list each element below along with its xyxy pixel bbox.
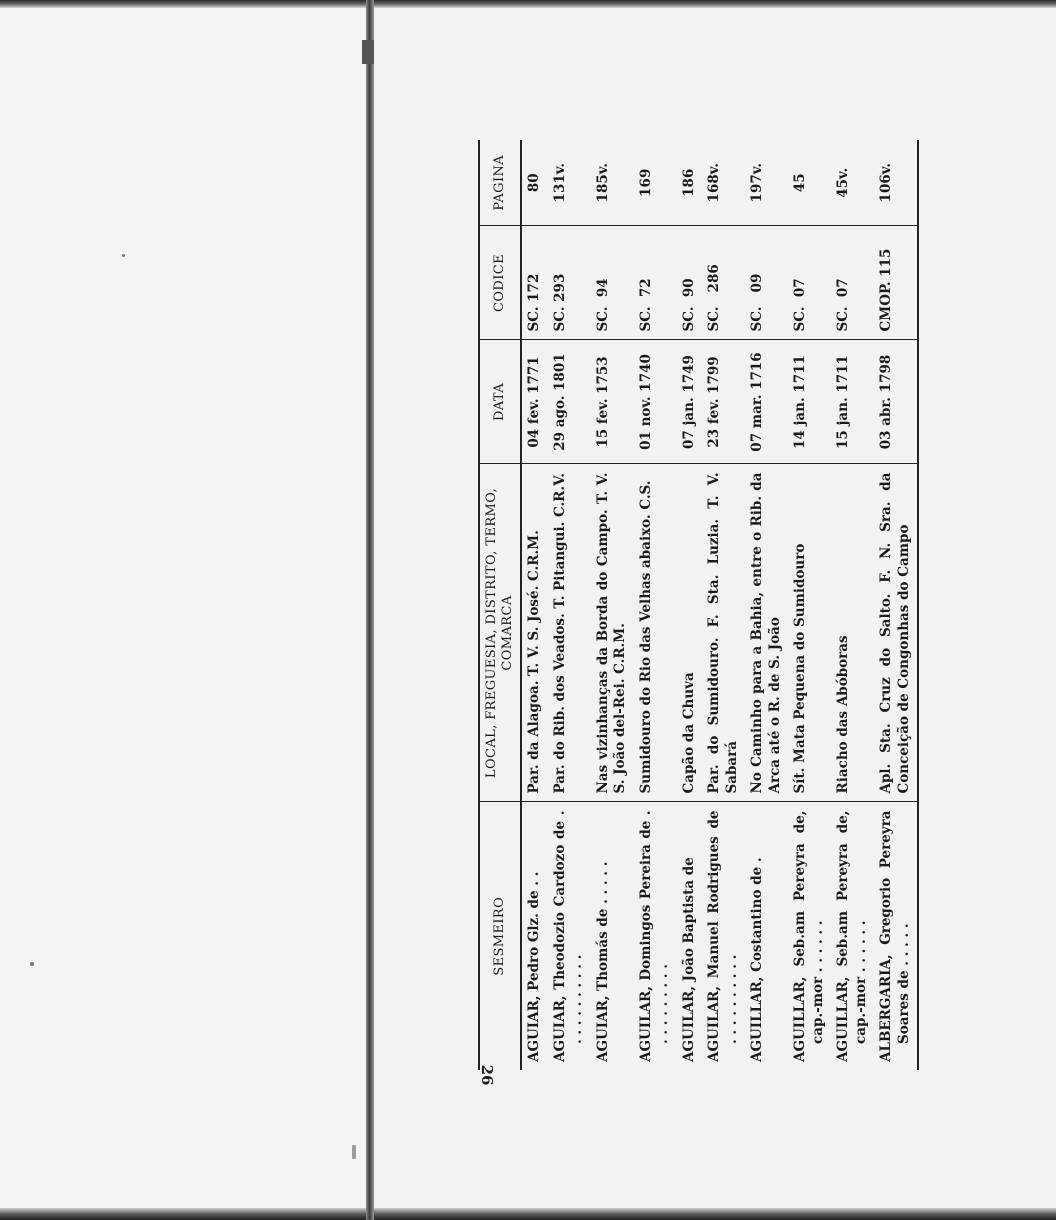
header-codice: CODICE	[479, 226, 521, 340]
cell-pagina: 197v.	[745, 140, 788, 226]
cell-codice: CMOP. 115	[874, 226, 918, 340]
table-row	[788, 140, 831, 1070]
book-gutter	[366, 0, 374, 1220]
cell-sesmeiro: ALBERGARIA, Gregorio Pereyra Soares de . . . . .	[878, 810, 912, 1062]
cell-codice: SC. 293	[548, 226, 591, 340]
scan-edge-top	[0, 0, 1056, 8]
cell-codice: SC. 172	[521, 226, 548, 340]
cell-codice: SC. 09	[745, 226, 788, 340]
cell-pagina: 168v.	[702, 140, 745, 226]
table-header-row	[479, 140, 521, 1070]
table-row	[702, 140, 745, 1070]
cell-pagina: 80	[521, 140, 548, 226]
cell-codice: SC. 72	[634, 226, 677, 340]
cell-data: 01 nov. 1740	[634, 340, 677, 464]
cell-pagina: 131v.	[548, 140, 591, 226]
cell-local: Sumidouro do Rio das Velhas abaixo. C.S.	[634, 464, 677, 802]
cell-data: 14 jan. 1711	[788, 340, 831, 464]
scan-speck	[122, 254, 125, 257]
scan-edge-bottom	[0, 1208, 1056, 1220]
cell-sesmeiro: AGUILLAR, Seb.am Pereyra de, cap.-mor . . . . . .	[835, 810, 869, 1062]
cell-codice: SC. 90	[677, 226, 703, 340]
cell-local: No Caminho para a Bahia, entre o Rib. da Arca até o R. de S. João	[745, 464, 788, 802]
cell-local: Par. da Alagoa. T. V. S. José. C.R.M.	[521, 464, 548, 802]
cell-data: 15 fev. 1753	[591, 340, 634, 464]
cell-data: 04 fev. 1771	[521, 340, 548, 464]
table-row	[677, 140, 703, 1070]
cell-data: 23 fev. 1799	[702, 340, 745, 464]
cell-pagina: 185v.	[591, 140, 634, 226]
cell-data: 07 jan. 1749	[677, 340, 703, 464]
rotated-table-wrapper	[478, 140, 1028, 1070]
cell-pagina: 45	[788, 140, 831, 226]
left-blank-page	[0, 8, 368, 1208]
cell-sesmeiro: AGUILAR, Manuel Rodrigues de . . . . . . . . . .	[706, 810, 740, 1062]
cell-pagina: 186	[677, 140, 703, 226]
cell-data: 15 jan. 1711	[831, 340, 874, 464]
table-row	[591, 140, 634, 1070]
cell-pagina: 106v.	[874, 140, 918, 226]
table-row	[874, 140, 918, 1070]
page-number: 26	[478, 1064, 496, 1086]
table-row	[634, 140, 677, 1070]
cell-sesmeiro: AGUILAR, Domingos Pereira de . . . . . . . . . .	[637, 810, 671, 1062]
table-row	[548, 140, 591, 1070]
cell-sesmeiro: AGUILAR, João Baptista de	[680, 857, 697, 1062]
cell-data: 03 abr. 1798	[874, 340, 918, 464]
table-row	[831, 140, 874, 1070]
cell-local: Riacho das Abóboras	[831, 464, 874, 802]
cell-codice: SC. 94	[591, 226, 634, 340]
sesmarias-table	[478, 140, 919, 1070]
cell-codice: SC. 07	[788, 226, 831, 340]
cell-local: Sít. Mata Pequena do Sumidouro	[788, 464, 831, 802]
scan-speck	[352, 1145, 356, 1159]
table-row	[745, 140, 788, 1070]
cell-sesmeiro: AGUILLAR, Costantino de .	[749, 857, 765, 1062]
cell-pagina: 45v.	[831, 140, 874, 226]
cell-pagina: 169	[634, 140, 677, 226]
table-row	[521, 140, 548, 1070]
cell-data: 07 mar. 1716	[745, 340, 788, 464]
cell-sesmeiro: AGUILLAR, Seb.am Pereyra de, cap.-mor . . . . . .	[792, 810, 826, 1062]
cell-sesmeiro: AGUIAR, Thomás de . . . . .	[594, 861, 611, 1062]
cell-local: Nas vizinhanças da Borda do Campo. T. V. S. João del-Rei. C.R.M.	[591, 464, 634, 802]
header-data: DATA	[479, 340, 521, 464]
header-local: LOCAL, FREGUESIA, DISTRITO, TERMO, COMARCA	[479, 464, 521, 802]
header-pagina: PAGINA	[479, 140, 521, 226]
cell-codice: SC. 07	[831, 226, 874, 340]
cell-local: Apl. Sta. Cruz do Salto. F. N. Sra. da Conceição de Congonhas do Campo	[874, 464, 918, 802]
cell-local: Par. do Sumidouro. F. Sta. Luzia. T. V. Sabará	[702, 464, 745, 802]
cell-local: Capão da Chuva	[677, 464, 703, 802]
cell-sesmeiro: AGUIAR, Pedro Glz. de . .	[526, 871, 542, 1062]
cell-sesmeiro: AGUIAR, Theodozio Cardozo de . . . . . . . . . . .	[551, 810, 585, 1062]
cell-local: Par. do Rib. dos Veados. T. Pitangui. C.R.V.	[548, 464, 591, 802]
cell-data: 29 ago. 1801	[548, 340, 591, 464]
cell-codice: SC. 286	[702, 226, 745, 340]
header-sesmeiro: SESMEIRO	[479, 802, 521, 1070]
gutter-mark	[362, 40, 374, 64]
scan-speck	[30, 962, 34, 966]
